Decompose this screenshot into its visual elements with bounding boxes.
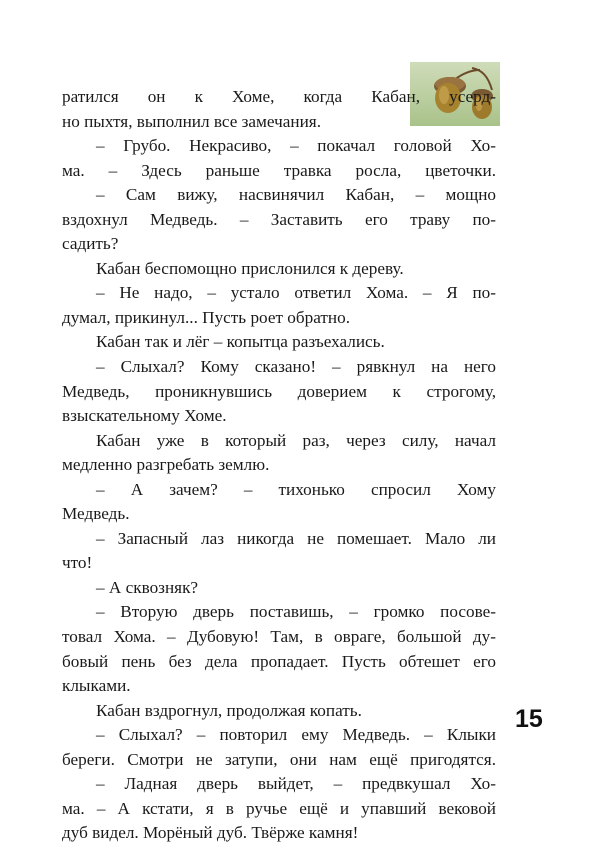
text-line: Кабан вздрогнул, продолжая копать. [96,700,362,720]
text-line: – Ладная дверь выйдет, – предвкушал Хо- [96,774,496,794]
text-line: – Грубо. Некрасиво, – покачал головой Хо- [96,136,496,156]
text-line: – Не надо, – устало ответил Хома. – Я по- [96,283,496,303]
text-line: медленно разгребать землю. [62,455,270,475]
text-line: Кабан уже в который раз, через силу, начал [96,430,496,450]
text-line: ратился он к Хоме, когда Кабан, усерд- [62,87,496,106]
text-line: – Запасный лаз никогда не помешает. Мало ли [96,528,496,548]
text-line: взыскательному Хоме. [62,406,227,426]
text-line: думал, прикинул... Пусть роет обратно. [62,307,350,327]
text-line: ма. – Здесь раньше травка росла, цветочки. [62,160,496,180]
text-line: – Вторую дверь поставишь, – громко посове- [96,602,496,622]
text-line: садить? [62,234,119,254]
text-line: товал Хома. – Дубовую! Там, в овраге, большой ду- [62,627,496,647]
text-line: дуб видел. Морёный дуб. Твёрже камня! [62,823,359,843]
text-line: береги. Смотри не затупи, они нам ещё пригодятся. [62,749,496,769]
text-line: клыками. [62,676,131,696]
text-line: Медведь, проникнувшись доверием к строгому, [62,381,496,401]
text-line: – Сам вижу, насвинячил Кабан, – мощно [96,185,496,205]
text-line: Кабан так и лёг – копытца разъехались. [96,332,385,352]
text-line: вздохнул Медведь. – Заставить его траву по- [62,209,496,229]
text-line: – Слыхал? Кому сказано! – рявкнул на него [96,357,496,377]
page-number: 15 [515,705,543,733]
text-line: Кабан беспомощно прислонился к дереву. [96,258,404,278]
text-line: но пыхтя, выполнил все замечания. [62,111,322,131]
text-line: Медведь. [62,504,130,524]
text-line: бовый пень без дела пропадает. Пусть обтешет его [62,651,496,671]
text-line: ма. – А кстати, я в ручье ещё и упавший вековой [62,798,496,818]
text-line: что! [62,553,93,573]
story-text [62,85,496,846]
text-line: – Слыхал? – повторил ему Медведь. – Клыки [96,725,496,745]
text-line: – А зачем? – тихонько спросил Хому [96,479,496,499]
text-line: – А сквозняк? [96,577,199,597]
